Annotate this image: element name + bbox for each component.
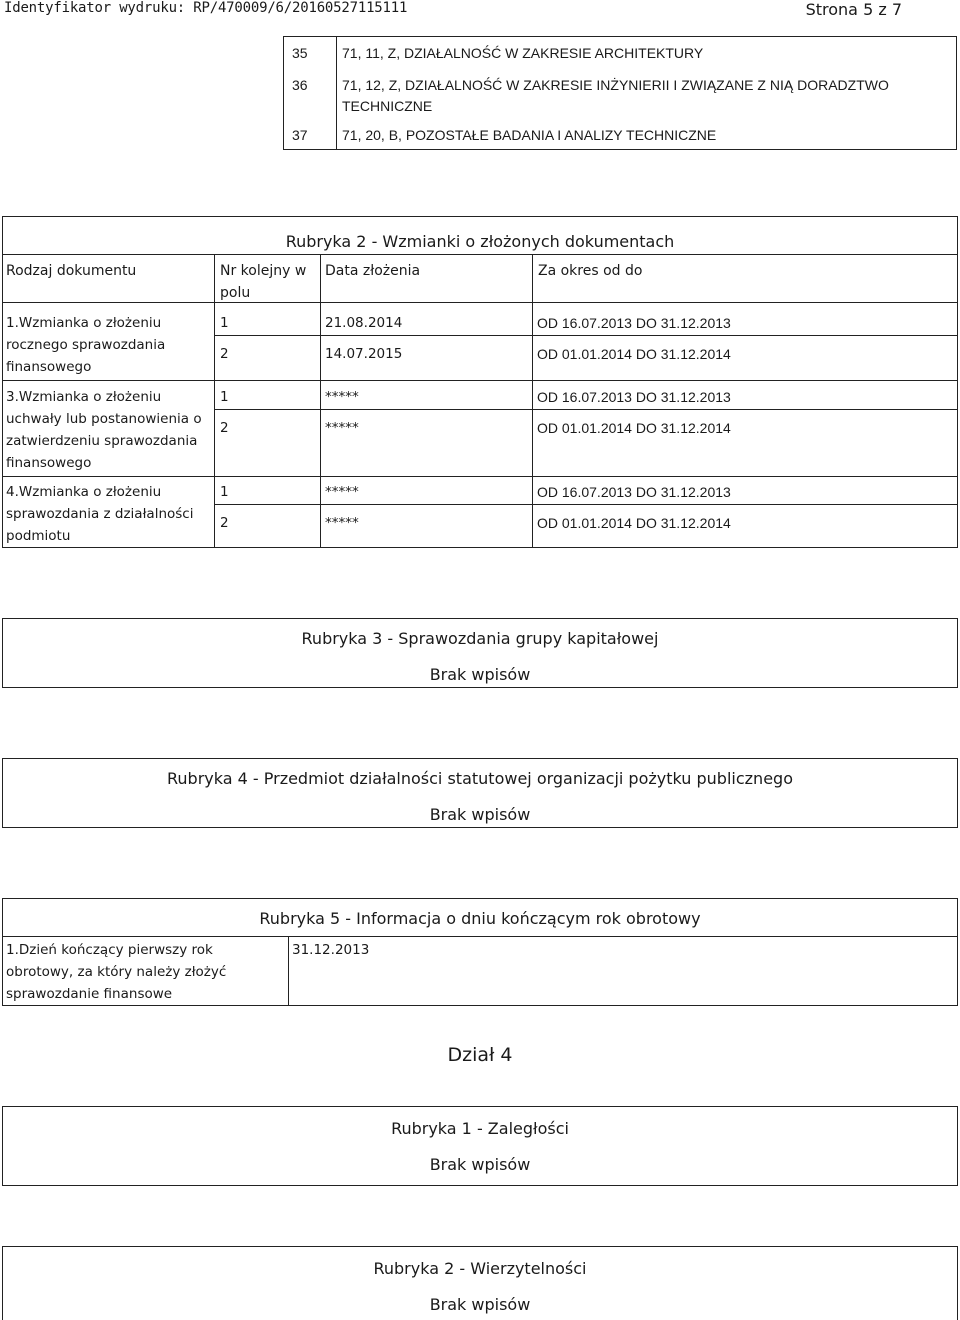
divider [320, 254, 321, 302]
divider [532, 302, 533, 380]
column-header-date: Data złożenia [325, 263, 421, 279]
divider [214, 504, 958, 505]
dzial4-rubryka-1-title: Rubryka 1 - Zaległości [391, 1119, 569, 1138]
rubryka-3-title: Rubryka 3 - Sprawozdania grupy kapitałowej [301, 629, 659, 648]
divider [214, 409, 958, 410]
pkd-row-number: 37 [292, 127, 308, 143]
rubryka-2-title: Rubryka 2 - Wzmianki o złożonych dokumentach [285, 232, 675, 251]
pkd-row-text: 71, 20, B, POZOSTAŁE BADANIA I ANALIZY TECHNICZNE [342, 127, 717, 143]
print-identifier: Identyfikator wydruku: RP/470009/6/20160527115111 [4, 0, 408, 16]
filing-date: ***** [325, 389, 359, 405]
period: OD 16.07.2013 DO 31.12.2013 [537, 484, 731, 500]
period: OD 01.01.2014 DO 31.12.2014 [537, 346, 731, 362]
dzial4-rubryka-2-section [2, 1246, 958, 1320]
divider [320, 476, 321, 548]
fiscal-year-end-label: 1.Dzień kończący pierwszy rok obrotowy, za który należy złożyć sprawozdanie finansowe [6, 942, 227, 1002]
row-number: 2 [220, 515, 229, 531]
filing-date: 21.08.2014 [325, 315, 403, 331]
row-number: 1 [220, 315, 229, 331]
divider [2, 254, 958, 255]
dzial4-rubryka-1-section [2, 1106, 958, 1186]
filing-date: ***** [325, 420, 359, 436]
document-type-label: 1.Wzmianka o złożeniu rocznego sprawozdania finansowego [6, 315, 166, 375]
dzial4-rubryka-2-title: Rubryka 2 - Wierzytelności [373, 1259, 587, 1278]
rubryka-4-title: Rubryka 4 - Przedmiot działalności statutowej organizacji pożytku publicznego [167, 769, 793, 788]
column-header-number: Nr kolejny w polu [220, 263, 307, 301]
divider [2, 302, 958, 303]
row-number: 1 [220, 484, 229, 500]
divider [214, 335, 958, 336]
filing-date: 14.07.2015 [325, 346, 403, 362]
divider [2, 380, 958, 381]
rubryka-3-empty: Brak wpisów [429, 665, 531, 684]
period: OD 01.01.2014 DO 31.12.2014 [537, 515, 731, 531]
divider [532, 380, 533, 476]
rubryka-4-empty: Brak wpisów [429, 805, 531, 824]
filing-date: ***** [325, 515, 359, 531]
divider [532, 476, 533, 548]
section-heading: Dział 4 [447, 1044, 513, 1066]
column-header-document-type: Rodzaj dokumentu [6, 263, 137, 279]
pkd-row-text: 71, 11, Z, DZIAŁALNOŚĆ W ZAKRESIE ARCHITEKTURY [342, 45, 704, 61]
document-type-label: 3.Wzmianka o złożeniu uchwały lub postanowienia o zatwierdzeniu sprawozdania finansowego [6, 389, 202, 471]
pkd-row-text: 71, 12, Z, DZIAŁALNOŚĆ W ZAKRESIE INŻYNIERII I ZWIĄZANE Z NIĄ DORADZTWO TECHNICZNE [342, 77, 889, 114]
row-number: 2 [220, 346, 229, 362]
period: OD 16.07.2013 DO 31.12.2013 [537, 389, 731, 405]
column-header-period: Za okres od do [538, 263, 643, 279]
rubryka-4-section [2, 758, 958, 828]
period: OD 01.01.2014 DO 31.12.2014 [537, 420, 731, 436]
divider [320, 302, 321, 380]
rubryka-3-section [2, 618, 958, 688]
document-type-label: 4.Wzmianka o złożeniu sprawozdania z działalności podmiotu [6, 484, 194, 544]
pkd-column-divider [336, 37, 337, 149]
divider [288, 936, 289, 1006]
row-number: 2 [220, 420, 229, 436]
dzial4-rubryka-2-empty: Brak wpisów [429, 1295, 531, 1314]
divider [2, 476, 958, 477]
pkd-row-number: 35 [292, 45, 308, 61]
filing-date: ***** [325, 484, 359, 500]
rubryka-5-title: Rubryka 5 - Informacja o dniu kończącym rok obrotowy [259, 909, 701, 928]
page-number: Strona 5 z 7 [805, 0, 902, 19]
row-number: 1 [220, 389, 229, 405]
divider [532, 254, 533, 302]
period: OD 16.07.2013 DO 31.12.2013 [537, 315, 731, 331]
fiscal-year-end-value: 31.12.2013 [292, 942, 370, 958]
divider [2, 936, 958, 937]
dzial4-rubryka-1-empty: Brak wpisów [429, 1155, 531, 1174]
divider [320, 380, 321, 476]
pkd-row-number: 36 [292, 77, 308, 93]
pkd-table [283, 36, 957, 150]
